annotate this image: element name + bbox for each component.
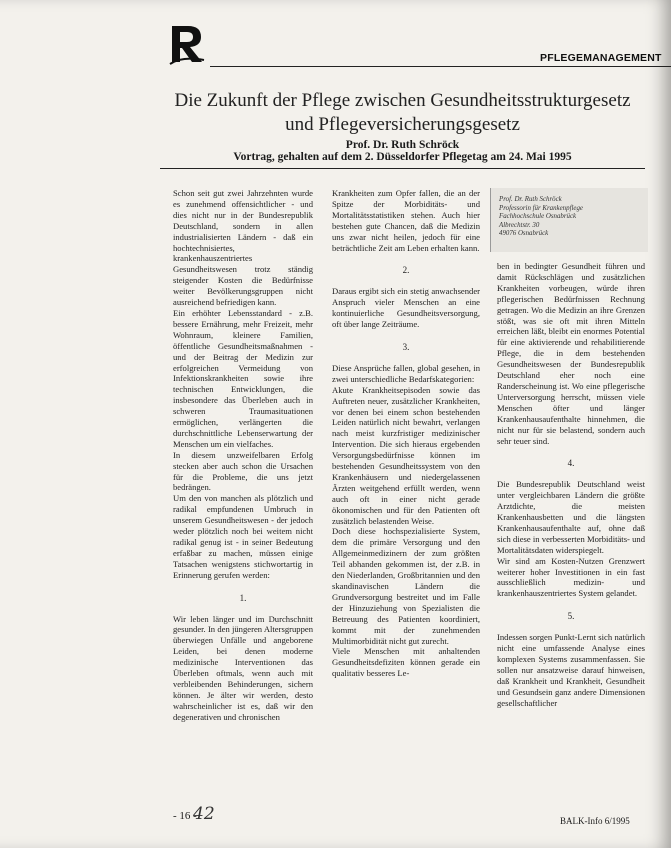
section-number: 1. bbox=[239, 592, 247, 603]
address-line: 49076 Osnabrück bbox=[499, 230, 549, 238]
paragraph: ben in bedingter Gesundheit führen und damit Rückschlägen und zusätzlichen Krankheiten vorbeugen, würde ihren pflegerischen Bedürfnissen Rechnung getragen. Wo die Medizin an ihre Grenzen stößt, was sie oft mit ihren Mitteln erreichen läßt, bleibt ein enormes Potential für eine aktivierende und rehabilitierende Pflege, die in dem bestehenden Gesundheitswesen der Bundesrepublik Deutschland eher noch eine Randerscheinung ist. Wo eine pflegerische Unterversorgung herrscht, müssen viele Menschen öfter und länger Krankenhausaufenthalte hinnehmen, die nicht nur für sie belastend, sondern auch sehr teuer sind. bbox=[497, 261, 645, 446]
paragraph: In diesem unzweifelbaren Erfolg stecken aber auch schon die Ursachen für die Probleme, die uns jetzt bedrängen. bbox=[173, 449, 313, 493]
author-address-box bbox=[490, 188, 648, 252]
paragraph: Diese Ansprüche fallen, global gesehen, in zwei unterschiedliche Bedarfskategorien: bbox=[332, 362, 480, 384]
address-line: Albrechtstr. 30 bbox=[499, 221, 540, 229]
text-column-3 bbox=[497, 261, 645, 709]
paragraph: Doch diese hochspezialisierte System, dem die primäre Versorgung und den Allgemeinmedizinern der zum größten Teil abhanden gekommen ist, der z.B. in den Niederlanden, Großbritannien und den skandinavischen Ländern die Grundversorgung bestreitet und im Falle der Hinzuziehung von Spezialisten die Betreuung des Patienten koordiniert, kommt mit der zunehmenden Multimorbidität nicht gut zurecht. bbox=[332, 526, 480, 646]
paragraph: Krankheiten zum Opfer fallen, die an der Spitze der Morbiditäts- und Mortalitätsstatistiken stehen. Auch hier bestehen gute Chancen, daß die Medizin uns zwar nicht heilen, jedoch für eine beträchtliche Zeit am Leben erhalten kann. bbox=[332, 188, 480, 253]
paragraph: Ein erhöhter Lebensstandard - z.B. bessere Ernährung, mehr Freizeit, mehr Wohnraum, kleinere Familien, öffentliche Gesundheitsmaßnahmen - und der Beitrag der Medizin zur erfolgreichen Vermeidung von Infektionskrankheiten sowie ihre technischen Entwicklungen, die insbesondere das Überleben auch in schweren Traumasituationen ermöglichen, verlängerten die durchschnittliche Lebenserwartung der Menschen um ein vielfaches. bbox=[173, 307, 313, 449]
address-line: Prof. Dr. Ruth Schröck bbox=[499, 196, 562, 203]
paragraph: Akute Krankheitsepisoden sowie das Auftreten neuer, zusätzlicher Krankheiten, vor denen bei einem schon bestehenden Leiden natürlich nicht bewahrt, verlangen nach meist kurzfristiger medizinischer Intervention. Die sich hieraus ergebenden Versorgungsbedürfnisse können im bestehenden Gesundheitssystem von den Krankenhäusern und niedergelassenen Ärzten weitgehend erfüllt werden, wenn auch oft in einer nicht gerade ökonomischen und für den Patienten oft zusätzlich belastenden Weise. bbox=[332, 384, 480, 526]
handwritten-note: 42 bbox=[193, 804, 215, 824]
paragraph: Wir leben länger und im Durchschnitt gesunder. In den jüngeren Altersgruppen überwiegen Unfälle und angeborene Leiden, bei denen moderne medizinische Interventionen das Überleben oftmals, wenn auch mit verbleibenden Behinderungen, sichern können. Je älter wir werden, desto wahrscheinlicher ist es, daß wir den degenerativen und chronischen bbox=[173, 613, 313, 722]
paragraph: Viele Menschen mit anhaltenden Gesundheitsdefiziten können gerade ein qualitativ besseres Le- bbox=[332, 646, 480, 679]
lecture-note: Vortrag, gehalten auf dem 2. Düsseldorfer Pflegetag am 24. Mai 1995 bbox=[233, 151, 572, 163]
section-tag: PFLEGEMANAGEMENT bbox=[540, 52, 662, 64]
paragraph: Um den von manchen als plötzlich und radikal empfundenen Umbruch in unserem Gesundheitswesen - der jedoch weder plötzlich noch bei weitem nicht radikal genug ist - in seiner Bedeutung erfaßbar zu machen, müssen einige Tatsachen wenigstens stichwortartig in Erinnerung gerufen werden: bbox=[173, 493, 313, 580]
page-number: - 16 - bbox=[173, 810, 197, 822]
section-number: 3. bbox=[402, 341, 410, 352]
text-column-1 bbox=[173, 188, 313, 723]
issue-label: BALK-Info 6/1995 bbox=[560, 816, 630, 826]
section-number: 5. bbox=[567, 611, 575, 622]
paragraph: Wir sind am Kosten-Nutzen Grenzwert weiterer hoher Investitionen in ein fast ausschließlich medizin- und krankenhauszentriertes System gelandet. bbox=[497, 555, 645, 599]
address-line: Professorin für Krankenpflege bbox=[499, 204, 583, 212]
paragraph: Die Bundesrepublik Deutschland weist unter vergleichbaren Ländern die größte Arztdichte, die meisten Krankenhausbetten und die längsten Krankenhausaufenthalte auf, ohne daß sich diese in verbesserten Morbiditäts- und Mortalitätsdaten widerspiegelt. bbox=[497, 479, 645, 555]
paragraph: Daraus ergibt sich ein stetig anwachsender Anspruch vieler Menschen an eine kontinuierliche Gesundheitsversorgung, oft über lange Zeiträume. bbox=[332, 286, 480, 330]
text-column-2 bbox=[332, 188, 480, 679]
article-title: Die Zukunft der Pflege zwischen Gesundheitsstrukturgesetz und Pflegeversicherungsgesetz bbox=[174, 90, 631, 135]
article-author: Prof. Dr. Ruth Schröck bbox=[345, 139, 460, 151]
header-rule bbox=[210, 66, 671, 67]
publisher-logo bbox=[168, 22, 208, 66]
section-number: 4. bbox=[567, 458, 575, 469]
section-number: 2. bbox=[402, 265, 410, 276]
address-line: Fachhochschule Osnabrück bbox=[499, 213, 577, 221]
paragraph: Indessen sorgen Punkt-Lernt sich natürlich nicht eine umfassende Analyse eines komplexen Systems zusammenfassen. Sie sollen nur ansatzweise darauf hinweisen, daß Krankheit und Krankheit, Gesundheit und Gesundsein ganz andere Dimensionen gesellschaftlicher bbox=[497, 632, 645, 708]
paragraph: Schon seit gut zwei Jahrzehnten wurde es zunehmend offensichtlicher - und dies nicht nur in der Bundesrepublik Deutschland, sondern in allen industrialisierten Ländern - daß ein hochtechnisiertes, krankenhauszentriertes Gesundheitswesen trotz ständig steigender Kosten die Bedürfnisse weiter Bevölkerungsgruppen nicht ausreichend befriedigen kann. bbox=[173, 188, 313, 308]
title-rule bbox=[160, 168, 645, 169]
